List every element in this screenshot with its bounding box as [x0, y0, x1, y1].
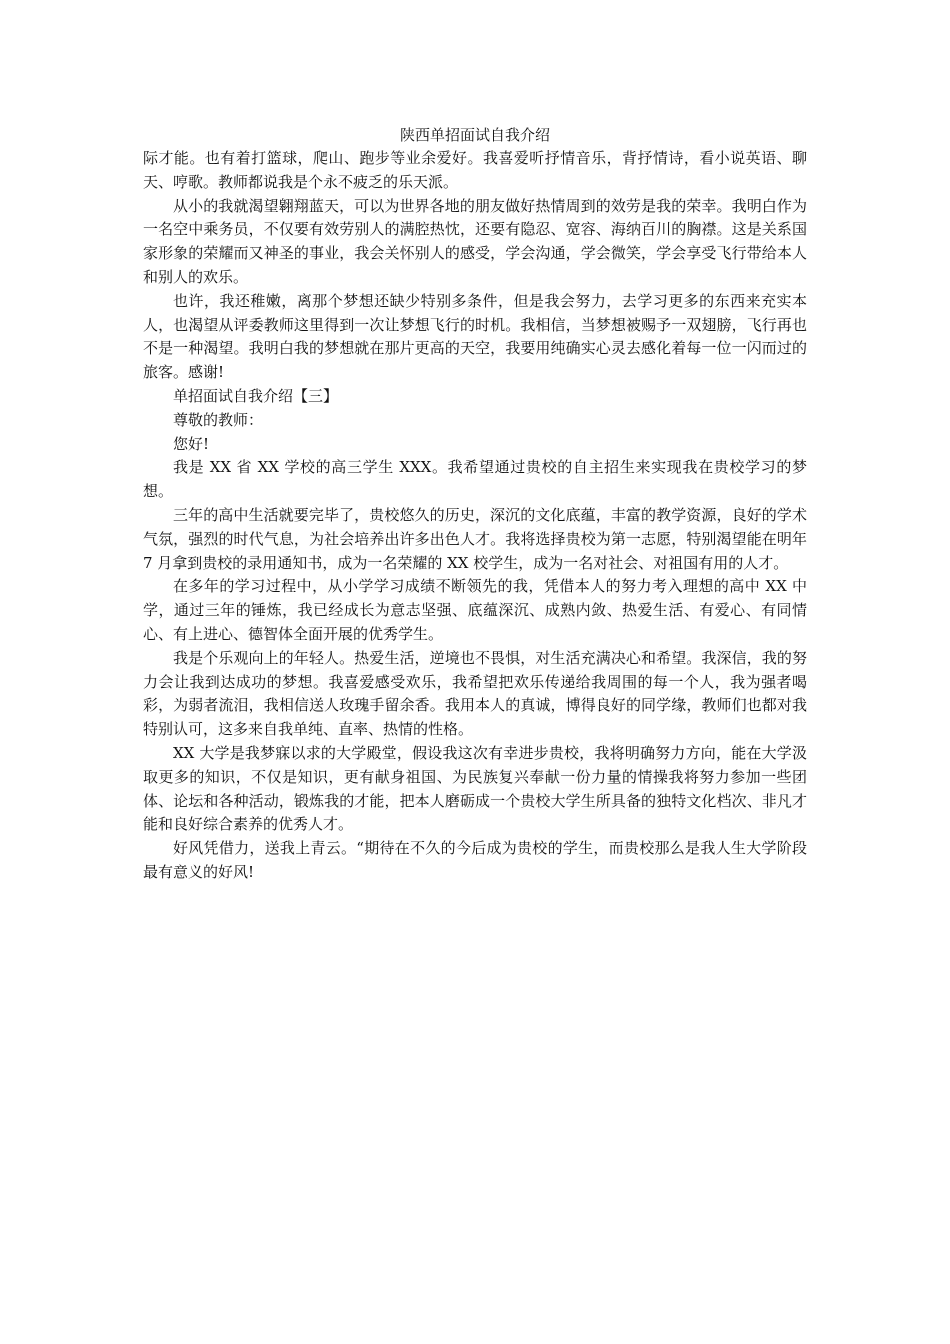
paragraph: 也许，我还稚嫩，离那个梦想还缺少特别多条件，但是我会努力，去学习更多的东西来充实本人，也渴望从评委教师这里得到一次让梦想飞行的时机。我相信，当梦想被赐予一双翅膀，飞行再也不是一种渴望。我明白我的梦想就在那片更高的天空，我要用纯确实心灵去感化着每一位一闪而过的旅客。感谢! — [143, 291, 807, 382]
document-title: 陕西单招面试自我介绍 — [399, 126, 550, 144]
paragraph: 在多年的学习过程中，从小学学习成绩不断领先的我，凭借本人的努力考入理想的高中 XX 中学，通过三年的锤炼，我已经成长为意志坚强、底蕴深沉、成熟内敛、热爱生活、有爱心、有同情心、有上进心、德智体全面开展的优秀学生。 — [143, 577, 807, 643]
paragraph: 从小的我就渴望翱翔蓝天，可以为世界各地的朋友做好热情周到的效劳是我的荣幸。我明白作为一名空中乘务员，不仅要有效劳别人的满腔热忱，还要有隐忍、宽容、海纳百川的胸襟。这是关系国家形象的荣耀而又神圣的事业，我会关怀别人的感受，学会沟通，学会微笑，学会享受飞行带给本人和别人的欢乐。 — [143, 196, 807, 286]
paragraph: 好风凭借力，送我上青云。“期待在不久的今后成为贵校的学生，而贵校那么是我人生大学阶段最有意义的好风! — [143, 839, 807, 881]
paragraph: 单招面试自我介绍【三】 — [173, 386, 339, 405]
paragraph: 我是 XX 省 XX 学校的高三学生 XXX。我希望通过贵校的自主招生来实现我在贵校学习的梦想。 — [143, 458, 807, 501]
paragraph: XX 大学是我梦寐以求的大学殿堂，假设我这次有幸进步贵校，我将明确努力方向，能在大学汲取更多的知识，不仅是知识，更有献身祖国、为民族复兴奉献一份力量的情操我将努力参加一些团体、论坛和各种活动，锻炼我的才能，把本人磨砺成一个贵校大学生所具备的独特文化档次、非凡才能和良好综合素养的优秀人才。 — [143, 743, 807, 834]
paragraph: 您好! — [173, 434, 210, 453]
document-body — [143, 147, 807, 885]
paragraph: 我是个乐观向上的年轻人。热爱生活，逆境也不畏惧，对生活充满决心和希望。我深信，我的努力会让我到达成功的梦想。我喜爱感受欢乐，我希望把欢乐传递给我周围的每一个人，我为强者喝彩，为弱者流泪，我相信送人玫瑰手留余香。我用本人的真诚，博得良好的同学缘，教师们也都对我特别认可，这多来自我单纯、直率、热情的性格。 — [143, 648, 807, 739]
paragraph: 三年的高中生活就要完毕了，贵校悠久的历史，深沉的文化底蕴，丰富的教学资源，良好的学术气氛，强烈的时代气息，为社会培养出许多出色人才。我将选择贵校为第一志愿，特别渴望能在明年 7 月拿到贵校的录用通知书，成为一名荣耀的 XX 校学生，成为一名对社会、对祖国有用的人才。 — [143, 505, 807, 572]
paragraph: 际才能。也有着打篮球，爬山、跑步等业余爱好。我喜爱听抒情音乐，背抒情诗，看小说英语、聊天、哼歌。教师都说我是个永不疲乏的乐天派。 — [143, 149, 807, 191]
document-page — [143, 124, 807, 885]
paragraph: 尊敬的教师： — [173, 410, 264, 429]
